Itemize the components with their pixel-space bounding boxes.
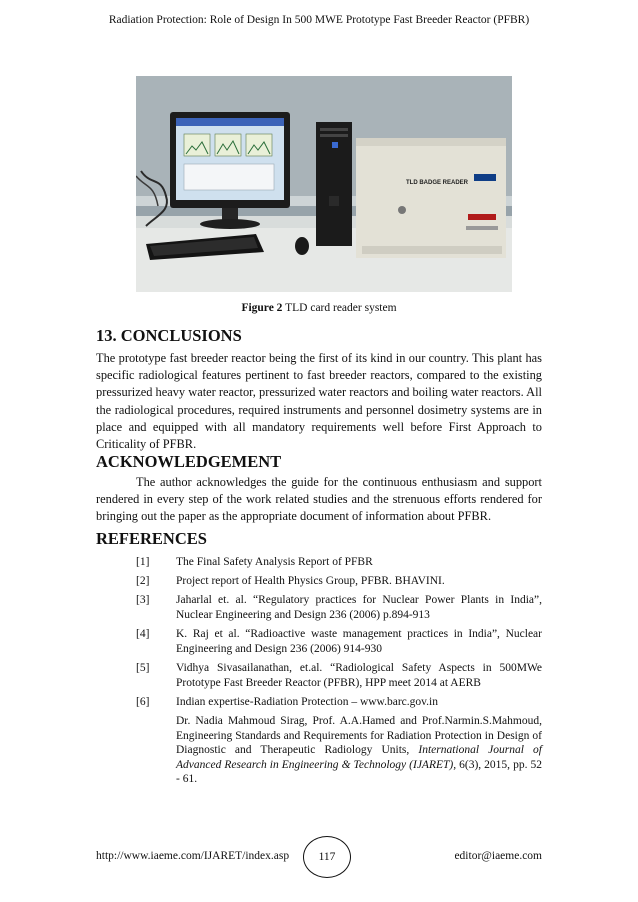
reference-number: [1] bbox=[136, 556, 150, 568]
reference-item bbox=[96, 661, 542, 690]
running-head: Radiation Protection: Role of Design In 500 MWE Prototype Fast Breeder Reactor (PFBR) bbox=[108, 14, 530, 26]
reference-text: Vidhya Sivasailanathan, et.al. “Radiological Safety Aspects in 500MWe Prototype Fast Breeder Reactor (PFBR), HPP meet 2014 at AERB bbox=[176, 661, 542, 689]
device-label: TLD BADGE READER bbox=[406, 180, 469, 186]
caption-text: TLD card reader system bbox=[282, 302, 397, 314]
figure-caption bbox=[0, 302, 638, 314]
references-heading: REFERENCES bbox=[96, 529, 207, 548]
reference-item bbox=[96, 714, 542, 787]
conclusions-text: The prototype fast breeder reactor being the first of its kind in our country. This plant has specific radiological features pertinent to fast breeder reactors, compared to the existing pressurized heavy water reactor, pressurized water reactors and boiling water reactors. All the radiological procedures, required instruments and personnel dosimetry systems are in place and equipped with all mandatory requirements well before First Approach to Criticality of PFBR. bbox=[96, 351, 542, 452]
tld-reader-photo bbox=[136, 76, 512, 292]
footer-url[interactable]: http://www.iaeme.com/IJARET/index.asp bbox=[96, 850, 290, 862]
reference-text-tail: 6(3), 2015, pp. 52 - 61. bbox=[176, 758, 542, 786]
acknowledgement-text: The author acknowledges the guide for the continuous enthusiasm and support rendered in every step of the work related studies and the strenuous efforts rendered for bringing out the paper as the appropriate document of information about PFBR. bbox=[96, 475, 542, 524]
reference-number: [4] bbox=[136, 628, 150, 641]
reference-text: Indian expertise-Radiation Protection – www.barc.gov.in bbox=[176, 695, 438, 708]
reference-item bbox=[96, 627, 542, 656]
reference-journal: International Journal of Advanced Research in Engineering & Technology (IJARET), bbox=[176, 744, 542, 771]
reference-list bbox=[96, 555, 542, 791]
acknowledgement-heading: ACKNOWLEDGEMENT bbox=[96, 452, 282, 471]
reference-number: [2] bbox=[136, 575, 150, 588]
reference-number: [6] bbox=[136, 695, 150, 708]
reference-number: [3] bbox=[136, 594, 150, 607]
caption-label: Figure 2 bbox=[241, 302, 283, 314]
footer-email[interactable]: editor@iaeme.com bbox=[454, 850, 542, 862]
page-number: 117 bbox=[303, 836, 351, 878]
reference-text-main: Dr. Nadia Mahmoud Sirag, Prof. A.A.Hamed and Prof.Narmin.S.Mahmoud, Engineering Standards and Requirements for Radiation Protection in Design of Diagnostic and Therapeutic Radiology Units, bbox=[176, 714, 542, 757]
reference-text: Project report of Health Physics Group, PFBR. BHAVINI. bbox=[176, 575, 445, 588]
figure-photo bbox=[136, 76, 512, 292]
reference-number: [5] bbox=[136, 661, 150, 674]
reference-number bbox=[96, 714, 176, 787]
conclusions-heading: 13. CONCLUSIONS bbox=[96, 326, 242, 345]
reference-item bbox=[96, 555, 542, 570]
reference-text: Jaharlal et. al. “Regulatory practices for Nuclear Power Plants in India”, Nuclear Engineering and Design 236 (2006) p.894-913 bbox=[176, 594, 542, 621]
reference-text bbox=[176, 714, 542, 787]
reference-text: The Final Safety Analysis Report of PFBR bbox=[176, 556, 373, 568]
reference-item bbox=[96, 593, 542, 622]
reference-item bbox=[96, 574, 542, 589]
reference-item bbox=[96, 695, 542, 710]
reference-text: K. Raj et al. “Radioactive waste management practices in India”, Nuclear Engineering and Design 236 (2006) 914-930 bbox=[176, 628, 542, 655]
